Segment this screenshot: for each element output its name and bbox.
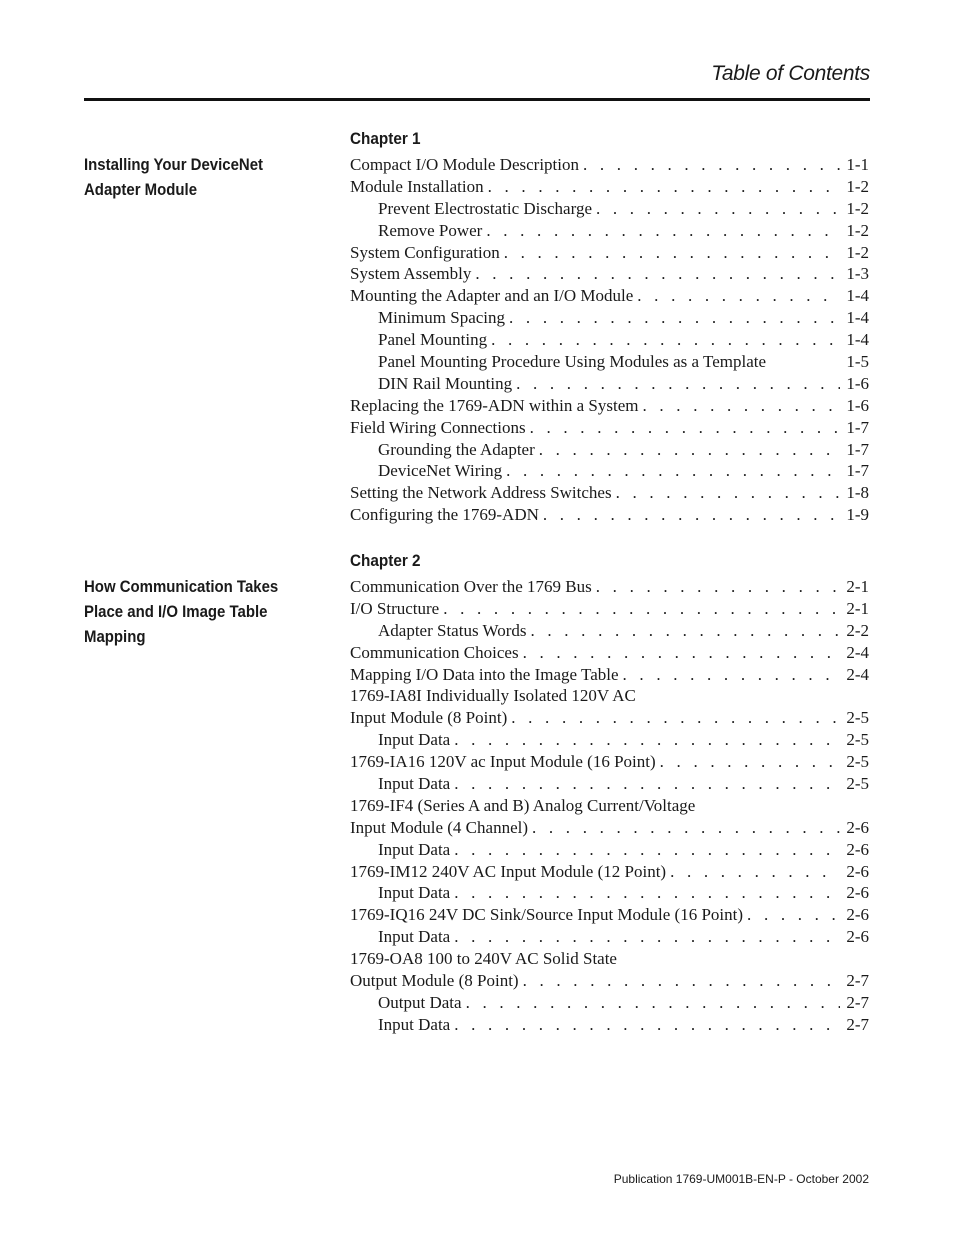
toc-page-number: 2-5	[846, 774, 869, 794]
toc-entry[interactable]	[350, 504, 869, 526]
dot-leaders	[454, 882, 840, 904]
dot-leaders	[596, 576, 841, 598]
toc-page-number: 1-2	[846, 176, 869, 196]
dot-leaders	[486, 220, 840, 242]
toc-subentry[interactable]	[350, 620, 869, 642]
toc-entry-text: 1769-OA8 100 to 240V AC Solid State	[350, 949, 617, 969]
toc-entry-text: System Assembly	[350, 264, 472, 284]
dot-leaders	[443, 598, 840, 620]
toc-page-number: 2-5	[846, 752, 869, 772]
toc-entry[interactable]	[350, 817, 869, 839]
dot-leaders	[530, 417, 841, 439]
toc-page-number: 2-5	[846, 730, 869, 750]
header-rule	[84, 98, 870, 101]
dot-leaders	[523, 970, 841, 992]
dot-leaders	[504, 242, 841, 264]
toc-page-number: 2-1	[846, 577, 869, 596]
toc-entry-text: Input Data	[378, 730, 451, 750]
toc-entry-text: Input Data	[378, 1014, 451, 1034]
toc-entry-text: 1769-IA8I Individually Isolated 120V AC	[350, 686, 636, 706]
toc-page-number: 1-7	[846, 439, 869, 459]
toc-page-number: 2-6	[846, 927, 869, 947]
toc-entry[interactable]	[350, 482, 869, 504]
dot-leaders	[623, 664, 841, 686]
toc-entry-text: System Configuration	[350, 242, 500, 262]
toc-entry-text: Replacing the 1769-ADN within a System	[350, 395, 639, 415]
toc-page-number: 1-3	[846, 264, 869, 284]
toc-page-number: 2-6	[846, 861, 869, 881]
dot-leaders	[509, 307, 840, 329]
toc-page-number: 1-8	[846, 483, 869, 503]
toc-entry-text: Panel Mounting Procedure Using Modules as a Template	[378, 352, 767, 372]
toc-entry-text: Input Data	[378, 774, 451, 794]
toc-entry-text: Input Data	[378, 839, 451, 859]
toc-page-number: 1-7	[846, 417, 869, 437]
toc-page-number: 2-5	[846, 708, 869, 728]
toc-entry[interactable]	[350, 176, 869, 198]
toc-page-number: 2-7	[846, 1014, 869, 1034]
toc-entry[interactable]	[350, 395, 869, 417]
dot-leaders	[530, 620, 840, 642]
toc-entry[interactable]	[350, 598, 869, 620]
toc-entry-text: Setting the Network Address Switches	[350, 483, 612, 503]
toc-page-number: 2-6	[846, 839, 869, 859]
toc-entry-text: DIN Rail Mounting	[378, 373, 513, 393]
toc-entry-text: Input Module (8 Point)	[350, 708, 508, 728]
toc-entry[interactable]	[350, 417, 869, 439]
toc-entry-text: Grounding the Adapter	[378, 439, 535, 459]
toc-subentry[interactable]	[350, 882, 869, 904]
dot-leaders	[523, 642, 841, 664]
toc-page-number: 1-5	[846, 352, 869, 372]
toc-subentry[interactable]	[350, 198, 869, 220]
chapter-2-title: How Communication Takes Place and I/O Image Table Mapping	[84, 577, 279, 646]
chapter-2-entries	[350, 576, 869, 1036]
toc-subentry[interactable]	[350, 1014, 869, 1036]
toc-entry[interactable]	[350, 576, 869, 598]
dot-leaders	[747, 904, 840, 926]
toc-page-number: 2-6	[846, 817, 869, 837]
page-title: Table of Contents	[711, 62, 870, 85]
dot-leaders	[543, 504, 840, 526]
toc-entry-text: Mounting the Adapter and an I/O Module	[350, 286, 634, 306]
toc-subentry[interactable]	[350, 439, 869, 461]
dot-leaders	[511, 707, 840, 729]
toc-subentry[interactable]	[350, 839, 869, 861]
toc-page-number: 2-4	[846, 664, 869, 684]
toc-subentry[interactable]	[350, 220, 869, 242]
toc-entry-text: 1769-IM12 240V AC Input Module (12 Point)	[350, 861, 667, 881]
dot-leaders	[516, 373, 840, 395]
dot-leaders	[454, 729, 840, 751]
toc-page-number: 2-7	[846, 971, 869, 991]
toc-entry[interactable]	[350, 970, 869, 992]
toc-entry[interactable]	[350, 948, 869, 970]
dot-leaders	[491, 329, 840, 351]
toc-entry[interactable]	[350, 795, 869, 817]
toc-page-number: 1-4	[846, 286, 869, 306]
toc-entry[interactable]	[350, 904, 869, 926]
toc-subentry[interactable]	[350, 307, 869, 329]
toc-entry-text: Panel Mounting	[378, 330, 488, 350]
toc-page-number: 2-6	[846, 905, 869, 925]
toc-entry-text: 1769-IQ16 24V DC Sink/Source Input Module (16 Point)	[350, 905, 744, 925]
toc-entry-text: Compact I/O Module Description	[350, 155, 579, 174]
toc-page-number: 2-4	[846, 642, 869, 662]
toc-entry[interactable]	[350, 664, 869, 686]
dot-leaders	[454, 1014, 840, 1036]
toc-subentry[interactable]	[350, 460, 869, 482]
chapter-2-label: Chapter 2	[350, 551, 421, 570]
dot-leaders	[454, 839, 840, 861]
toc-entry-text: Output Data	[378, 992, 462, 1012]
toc-entry-text: I/O Structure	[350, 598, 440, 618]
toc-entry[interactable]	[350, 707, 869, 729]
toc-entry-text: Input Module (4 Channel)	[350, 817, 528, 837]
toc-entry-text: 1769-IF4 (Series A and B) Analog Current/Voltage	[350, 795, 696, 815]
toc-entry-text: 1769-IA16 120V ac Input Module (16 Point)	[350, 752, 656, 772]
toc-entry-text: Output Module (8 Point)	[350, 971, 519, 991]
toc-entry-text: Module Installation	[350, 176, 484, 196]
toc-page-number: 1-7	[846, 461, 869, 481]
toc-subentry[interactable]	[350, 773, 869, 795]
toc-entry[interactable]	[350, 751, 869, 773]
toc-entry[interactable]	[350, 285, 869, 307]
toc-entry-text: Configuring the 1769-ADN	[350, 505, 539, 525]
toc-entry[interactable]	[350, 685, 869, 707]
toc-entry-text: Input Data	[378, 927, 451, 947]
chapter-1-title: Installing Your DeviceNet Adapter Module	[84, 155, 264, 199]
toc-entry[interactable]	[350, 242, 869, 264]
toc-page-number: 1-1	[846, 155, 869, 174]
toc-page-number: 1-9	[846, 505, 869, 525]
toc-subentry[interactable]	[350, 926, 869, 948]
toc-entry-text: Adapter Status Words	[378, 620, 527, 640]
dot-leaders	[539, 439, 841, 461]
dot-leaders	[583, 154, 840, 176]
toc-page-number: 1-4	[846, 330, 869, 350]
dot-leaders	[637, 285, 840, 307]
dot-leaders	[466, 992, 841, 1014]
toc-subentry[interactable]	[350, 729, 869, 751]
toc-entry-text: Mapping I/O Data into the Image Table	[350, 664, 619, 684]
toc-entry[interactable]	[350, 263, 869, 285]
chapter-1-label: Chapter 1	[350, 129, 421, 148]
dot-leaders	[454, 773, 840, 795]
toc-page-number: 1-6	[846, 395, 869, 415]
toc-entry[interactable]	[350, 154, 869, 176]
toc-entry-text: Field Wiring Connections	[350, 417, 526, 437]
dot-leaders	[488, 176, 841, 198]
toc-entry-text: Remove Power	[378, 220, 483, 240]
dot-leaders	[660, 751, 841, 773]
dot-leaders	[532, 817, 840, 839]
dot-leaders	[506, 460, 840, 482]
toc-entry-text: Communication Over the 1769 Bus	[350, 577, 592, 596]
toc-page-number: 2-2	[846, 620, 869, 640]
dot-leaders	[475, 263, 840, 285]
toc-page-number: 2-6	[846, 883, 869, 903]
toc-page-number: 1-6	[846, 373, 869, 393]
toc-page-number: 1-4	[846, 308, 869, 328]
toc-entry[interactable]	[350, 642, 869, 664]
toc-page-number: 1-2	[846, 198, 869, 218]
toc-entry-text: Minimum Spacing	[378, 308, 506, 328]
toc-subentry[interactable]	[350, 329, 869, 351]
dot-leaders	[454, 926, 840, 948]
publication-footer: Publication 1769-UM001B-EN-P - October 2002	[613, 1172, 869, 1186]
toc-entry[interactable]	[350, 861, 869, 883]
chapter-1-entries	[350, 154, 869, 526]
toc-entry-text: Prevent Electrostatic Discharge	[378, 198, 592, 218]
toc-page-number: 2-1	[846, 598, 869, 618]
toc-entry-text: DeviceNet Wiring	[378, 461, 503, 481]
dot-leaders	[596, 198, 840, 220]
toc-entry-text: Communication Choices	[350, 642, 519, 662]
toc-page-number: 1-2	[846, 220, 869, 240]
toc-entry-text: Input Data	[378, 883, 451, 903]
toc-page-number: 1-2	[846, 242, 869, 262]
toc-subentry[interactable]	[350, 351, 869, 373]
dot-leaders	[643, 395, 841, 417]
toc-subentry[interactable]	[350, 373, 869, 395]
dot-leaders	[616, 482, 841, 504]
toc-page-number: 2-7	[846, 992, 869, 1012]
toc-subentry[interactable]	[350, 992, 869, 1014]
dot-leaders	[670, 861, 840, 883]
